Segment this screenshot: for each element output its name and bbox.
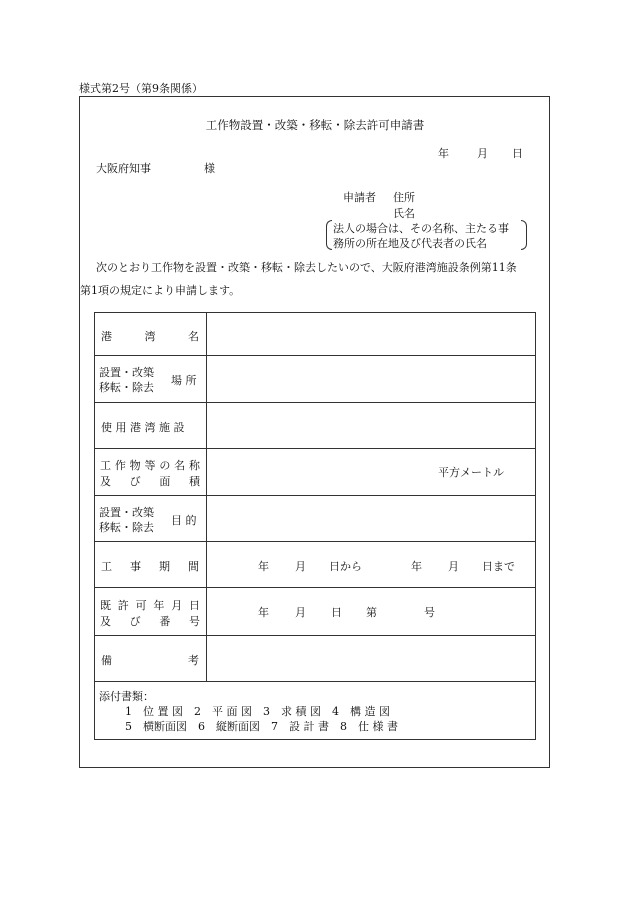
prior-dai: 第 bbox=[366, 606, 377, 619]
date-day-label: 日 bbox=[512, 147, 523, 160]
period-day-from: 日から bbox=[329, 560, 362, 573]
location-label-line2: 移転・除去 bbox=[99, 381, 154, 394]
port-name-char: 港 bbox=[101, 330, 112, 343]
location-label-suffix: 場 所 bbox=[171, 374, 197, 387]
prior-char: 及 bbox=[100, 615, 111, 628]
corporate-note-line2: 務所の所在地及び代表者の氏名 bbox=[333, 237, 487, 250]
applicant-name-label: 氏名 bbox=[393, 207, 415, 220]
row-facility bbox=[95, 403, 535, 449]
row-work-period bbox=[95, 542, 535, 588]
form-title: 工作物設置・改築・移転・除去許可申請書 bbox=[205, 118, 425, 132]
remarks-label-cell bbox=[95, 636, 207, 681]
period-label-cell bbox=[95, 542, 207, 587]
period-char: 事 bbox=[130, 560, 141, 573]
period-year2: 年 bbox=[411, 560, 422, 573]
attachments-line1: 1 位 置 図 2 平 面 図 3 求 積 図 4 構 造 図 bbox=[125, 705, 390, 718]
purpose-label-line1: 設置・改築 bbox=[99, 506, 154, 519]
period-month2: 月 bbox=[448, 560, 459, 573]
structure-char: 面 bbox=[159, 475, 171, 488]
structure-label-cell bbox=[95, 449, 207, 495]
prior-month: 月 bbox=[295, 606, 306, 619]
addressee-name: 大阪府知事 bbox=[96, 162, 151, 175]
date-month-label: 月 bbox=[477, 147, 488, 160]
structure-char: 物 bbox=[129, 459, 141, 472]
prior-label-cell bbox=[95, 588, 207, 635]
remarks-char: 考 bbox=[188, 654, 199, 667]
applicant-address-label: 住所 bbox=[393, 191, 415, 204]
period-label bbox=[101, 558, 199, 574]
port-name-char: 名 bbox=[188, 330, 199, 343]
port-name-char: 湾 bbox=[144, 330, 156, 343]
remarks-label bbox=[101, 652, 199, 668]
location-label-cell bbox=[95, 356, 207, 402]
facility-label-cell bbox=[95, 403, 207, 448]
row-structure bbox=[95, 449, 535, 496]
remarks-char: 備 bbox=[101, 654, 112, 667]
period-month1: 月 bbox=[295, 560, 306, 573]
structure-char: 工 bbox=[100, 459, 111, 472]
note-right-bracket bbox=[521, 220, 527, 250]
intro-line2: 第1項の規定により申請します。 bbox=[80, 284, 241, 297]
structure-label-line2 bbox=[100, 473, 200, 489]
period-year1: 年 bbox=[258, 560, 269, 573]
addressee-honorific: 様 bbox=[204, 162, 215, 175]
period-char: 間 bbox=[188, 560, 199, 573]
attachments-line2: 5 横断面図 6 縦断面図 7 設 計 書 8 仕 様 書 bbox=[125, 720, 398, 733]
row-port-name bbox=[95, 313, 535, 356]
structure-char: の bbox=[159, 459, 171, 472]
facility-label: 使 用 港 湾 施 設 bbox=[101, 421, 185, 434]
period-day-until: 日まで bbox=[482, 560, 515, 573]
port-name-label-cell bbox=[95, 313, 207, 355]
location-label-line1: 設置・改築 bbox=[99, 366, 154, 379]
structure-char: び bbox=[129, 475, 141, 488]
structure-char: 積 bbox=[188, 475, 200, 488]
prior-char: 許 bbox=[117, 599, 129, 612]
prior-char: 既 bbox=[100, 599, 111, 612]
date-year-label: 年 bbox=[438, 147, 449, 160]
row-attachments bbox=[95, 682, 535, 741]
prior-char: 番 bbox=[159, 615, 171, 628]
prior-char: 号 bbox=[188, 615, 200, 628]
structure-char: 及 bbox=[100, 475, 111, 488]
attachments-label: 添付書類： bbox=[99, 690, 154, 703]
area-unit: 平方メートル bbox=[438, 466, 504, 479]
corporate-note-line1: 法人の場合は、その名称、主たる事 bbox=[333, 222, 509, 235]
intro-line1: 次のとおり工作物を設置・改築・移転・除去したいので、大阪府港湾施設条例第11条 bbox=[96, 261, 517, 274]
form-number: 様式第2号（第9条関係） bbox=[79, 82, 203, 95]
prior-char: び bbox=[129, 615, 141, 628]
applicant-label: 申請者 bbox=[343, 191, 376, 204]
prior-char: 日 bbox=[188, 599, 200, 612]
prior-label-line2 bbox=[100, 613, 200, 629]
prior-char: 年 bbox=[153, 599, 165, 612]
port-name-label bbox=[101, 328, 199, 344]
prior-char: 月 bbox=[171, 599, 183, 612]
structure-char: 作 bbox=[114, 459, 126, 472]
row-purpose bbox=[95, 496, 535, 542]
application-table bbox=[94, 312, 536, 740]
structure-char: 名 bbox=[174, 459, 186, 472]
period-char: 工 bbox=[101, 560, 112, 573]
prior-label-line1 bbox=[100, 597, 200, 613]
row-location bbox=[95, 356, 535, 403]
purpose-label-line2: 移転・除去 bbox=[99, 521, 154, 534]
note-left-bracket bbox=[326, 220, 332, 250]
prior-year: 年 bbox=[258, 606, 269, 619]
structure-label-line1 bbox=[100, 457, 200, 473]
purpose-label-suffix: 目 的 bbox=[171, 514, 197, 527]
prior-day: 日 bbox=[331, 606, 342, 619]
row-remarks bbox=[95, 636, 535, 682]
row-prior-permit bbox=[95, 588, 535, 636]
period-char: 期 bbox=[159, 560, 170, 573]
purpose-label-cell bbox=[95, 496, 207, 541]
structure-char: 称 bbox=[188, 459, 200, 472]
prior-char: 可 bbox=[135, 599, 147, 612]
structure-char: 等 bbox=[144, 459, 156, 472]
prior-go: 号 bbox=[424, 606, 435, 619]
